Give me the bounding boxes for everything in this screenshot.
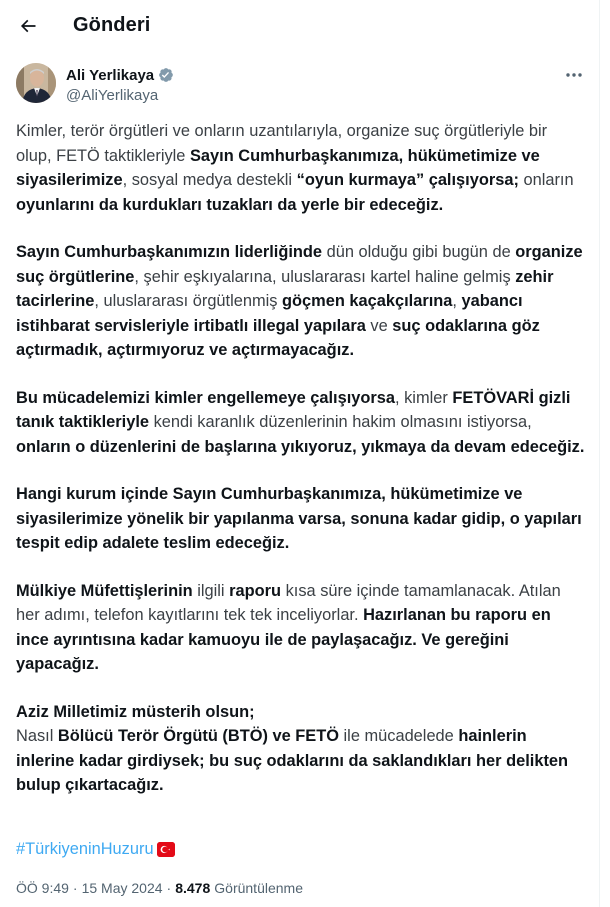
more-options-button[interactable]	[562, 65, 586, 85]
text: ile mücadelede	[338, 727, 459, 745]
verified-badge-icon	[157, 66, 175, 84]
text: ilgili	[192, 581, 230, 600]
text: ,	[452, 292, 462, 310]
post-date[interactable]: 15 May 2024	[81, 880, 163, 896]
bold-text: Sayın Cumhurbaşkanımızın liderliğinde	[16, 243, 323, 261]
bold-text: Mülkiye Müfettişlerinin	[16, 581, 193, 600]
text: , sosyal medya destekli	[122, 171, 297, 189]
bold-text: suç odaklarına göz açtırmadık, açtırmıyoruz ve açtırmayacağız.	[16, 316, 540, 359]
text: dün olduğu gibi bugün de	[322, 243, 516, 261]
post-author	[16, 63, 586, 107]
post-time[interactable]: ÖÖ 9:49	[16, 880, 69, 896]
hashtag-row	[16, 840, 175, 859]
bold-text: raporu	[229, 581, 282, 600]
arrow-left-icon	[18, 16, 38, 36]
post-paragraph	[16, 700, 586, 798]
views-label: Görüntülenme	[214, 880, 303, 896]
bold-text: FETÖVARİ gizli tanık taktikleriyle	[16, 388, 571, 431]
bold-text: Hangi kurum içinde Sayın Cumhurbaşkanımıza, hükümetimize ve siyasilerimize yönelik bir yapılanma varsa, sonuna kadar gidip, o yapıları tespit edip adalete teslim edeceğiz.	[16, 485, 582, 552]
author-handle[interactable]: @AliYerlikaya	[66, 87, 159, 104]
avatar-photo	[16, 63, 56, 103]
bold-text: Hazırlanan bu raporu en ince ayrıntısına kadar kamuoyu ile de paylaşacağız. Ve gereğini yapacağız.	[16, 606, 551, 673]
more-horizontal-icon	[565, 72, 583, 78]
text: ve	[365, 316, 393, 335]
text: kendi karanlık düzenlerinin hakim olmasını istiyorsa,	[149, 413, 532, 431]
text: Nasıl	[16, 727, 58, 745]
avatar[interactable]	[16, 63, 56, 103]
bold-text: göçmen kaçakçılarına	[282, 292, 453, 310]
text: , kimler	[395, 388, 453, 407]
bold-text: Aziz Milletimiz müsterih olsun;	[16, 702, 255, 721]
author-name[interactable]: Ali Yerlikaya	[66, 66, 155, 84]
post-meta	[16, 880, 303, 896]
turkey-flag-icon	[157, 842, 175, 857]
bold-text: Bu mücadelemizi kimler engellemeye çalışıyorsa	[16, 388, 395, 407]
bold-text: Sayın Cumhurbaşkanımıza, hükümetimize ve siyasilerimize	[16, 146, 540, 189]
separator: ·	[166, 880, 172, 896]
separator: ·	[72, 880, 78, 896]
top-bar	[0, 0, 599, 53]
bold-text: yabancı istihbarat servisleriyle irtibatlı illegal yapılara	[16, 292, 523, 335]
text: onların	[518, 171, 574, 189]
post-paragraph	[16, 579, 586, 677]
post-paragraph	[16, 482, 586, 556]
post-paragraph	[16, 240, 586, 363]
bold-text: oyunlarını da kurdukları tuzakları da yerle bir edeceğiz.	[16, 195, 444, 214]
text: , şehir eşkıyalarına, uluslararası kartel haline gelmiş	[134, 267, 516, 286]
back-button[interactable]	[14, 12, 42, 40]
page-title: Gönderi	[73, 14, 151, 36]
bold-text: “oyun kurmaya” çalışıyorsa;	[296, 171, 519, 189]
bold-text: organize suç örgütlerine	[16, 243, 583, 286]
views-count: 8.478	[175, 880, 211, 896]
text: kısa süre içinde tamamlanacak. Atılan her adımı, telefon kayıtlarını tek tek inceliyorlar.	[16, 581, 561, 624]
text: , uluslararası örgütlenmiş	[94, 292, 283, 310]
post-text	[16, 119, 586, 821]
post-paragraph	[16, 386, 586, 460]
bold-text: hainlerin inlerine kadar girdiysek; bu suç odaklarını da saklandıkları her delikten bulup çıkartacağız.	[16, 727, 569, 794]
bold-text: Bölücü Terör Örgütü (BTÖ) ve FETÖ	[57, 727, 339, 745]
bold-text: onların o düzenlerini de başlarına yıkıyoruz, yıkmaya da devam edeceğiz.	[16, 437, 585, 456]
hashtag-link[interactable]: #TürkiyeninHuzuru	[16, 840, 154, 858]
post-paragraph	[16, 119, 586, 217]
author-name-row	[66, 66, 175, 84]
text: Kimler, terör örgütleri ve onların uzantılarıyla, organize suç örgütleriyle bir olup, FETÖ taktikleriyle	[16, 122, 548, 165]
bold-text: zehir tacirlerine	[16, 267, 554, 310]
